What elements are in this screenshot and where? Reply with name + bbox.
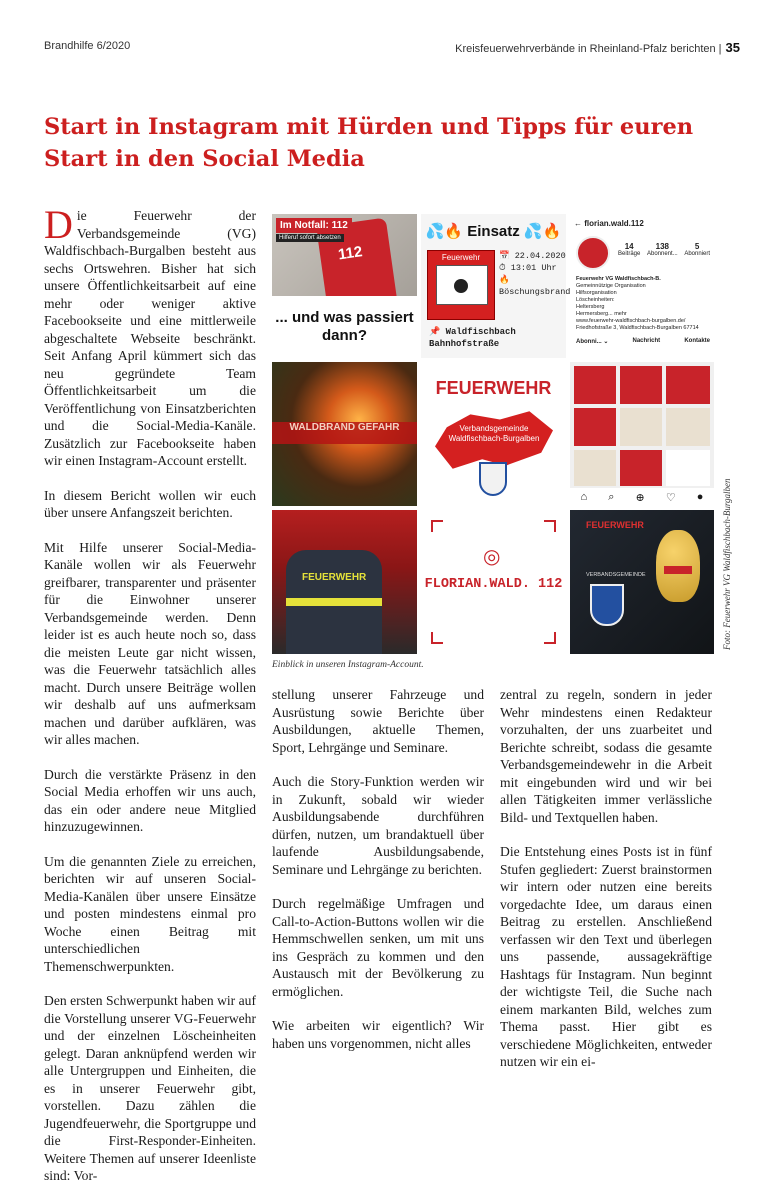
tile-tag: Im Notfall: 112 <box>276 218 352 233</box>
paragraph: Um die genannten Ziele zu erreichen, berichten wir auf unseren Social-Media-Kanälen über unsere Einsätze und posten mindestens einmal pro Woche einen Beitrag mit unterschiedlichen Themenschwerpunkten. <box>44 853 256 974</box>
tile-label: FEUERWEHR <box>586 520 644 530</box>
paragraph: zentral zu regeln, sondern in jeder Wehr mindestens einen Redakteur vorzuhalten, der uns zuarbeitet und Berichte schreibt, sodass die gesamte Verbandsgemeindewehr in die Arbeit mit eingebunden wird und wir bei allen Tätigkeiten immer verlässliche Bild- und Textquellen haben. <box>500 687 712 825</box>
profile-stats: 14 Beiträge 138 Abonnent... 5 Abonniert <box>618 242 710 257</box>
paragraph: Wie arbeiten wir eigentlich? Wir haben uns vorgenommen, nicht alles <box>272 1018 484 1051</box>
add-icon: ⊕ <box>635 491 645 504</box>
section-label: Kreisfeuerwehrverbände in Rheinland-Pfalz berichten | <box>455 43 722 55</box>
tile-profile-screenshot <box>570 214 714 358</box>
tile-bunny <box>570 510 714 654</box>
einsatz-address: 📌 Waldfischbach Bahnhofstraße <box>429 327 516 349</box>
instagram-icon: ◎ <box>483 546 501 568</box>
map-label: Verbandsgemeinde Waldfischbach-Burgalben <box>448 424 540 443</box>
tile-firefighter <box>272 510 417 654</box>
drop-cap: D <box>44 202 73 247</box>
phone-image: 112 <box>316 218 398 315</box>
instagram-collage <box>272 214 714 654</box>
tile-map <box>421 362 566 506</box>
tile-handle <box>421 510 566 654</box>
tile-text: ... und was passiert dann? <box>272 296 417 358</box>
tile-emergency-112 <box>272 214 417 358</box>
tile-small-label: Hilferuf sofort absetzen <box>276 234 344 242</box>
heart-icon: ♡ <box>665 491 676 504</box>
instagram-nav-bar <box>570 488 714 506</box>
paragraph: Durch regelmäßige Umfragen und Call-to-Action-Buttons wollen wir die Hemmschwellen senken, um mit uns ins Gespräch zu kommen und den Austausch mit der Bevölkerung zu ermöglichen. <box>272 896 484 999</box>
tile-band-text: WALDBRAND GEFAHR <box>272 422 417 444</box>
image-caption: Einblick in unseren Instagram-Account. <box>272 660 424 670</box>
jacket-text: FEUERWEHR <box>302 572 367 583</box>
einsatz-info: 📅 22.04.2020 ⏱ 13:01 Uhr 🔥 Böschungsbrand <box>499 251 571 297</box>
column-1 <box>44 202 256 1202</box>
tile-einsatz <box>421 214 571 358</box>
avatar <box>576 236 610 270</box>
paragraph: Durch die verstärkte Präsenz in den Social Media erhoffen wir uns auch, das ein oder andere neue Mitglied hinzuzugewinnen. <box>44 766 256 834</box>
fire-alarm-icon: Feuerwehr <box>427 250 495 320</box>
paragraph: Den ersten Schwerpunkt haben wir auf die Vorstellung unserer VG-Feuerwehr und der einzelnen Löscheinheiten gelegt. Daran anknüpfend werden wir alle Untergruppen und Einheiten, die es in unserer Feuerwehr gibt, vorstellen. Dazu zählen die Jugendfeuerwehr, die Sportgruppe und die First-Responder-Einheiten. Weitere Themen auf unserer Ideenliste sind: Vor- <box>44 993 256 1183</box>
tile-heading: 💦🔥 Einsatz 💦🔥 <box>425 223 562 240</box>
home-icon: ⌂ <box>580 491 588 503</box>
profile-bio: Feuerwehr VG Waldfischbach-B. Gemeinnützige Organisation Hilfsorganisation Löscheinheiten: Heltersberg Hermersberg... mehr www.feuerwehr-waldfischbach-burgalben.de/ Friedhofstraße 3, Waldfischbach-Burgalben 67714 <box>576 276 699 331</box>
coat-of-arms-icon <box>479 462 507 496</box>
tile-label-2: VERBANDSGEMEINDE <box>586 572 646 578</box>
profile-icon: ● <box>696 491 704 503</box>
photo-credit: Foto: Feuerwehr VG Waldfischbach-Burgalben <box>722 478 732 650</box>
profile-tabs: Abonni... ⌄ Nachricht Kontakte <box>576 338 710 345</box>
running-header-left: Brandhilfe 6/2020 <box>44 40 131 52</box>
paragraph: stellung unserer Fahrzeuge und Ausrüstung sowie Berichte über Ausbildungen, aktuelle Themen, Sport, Lehrgänge und Seminare. <box>272 687 484 755</box>
tile-waldbrand <box>272 362 417 506</box>
paragraph: Auch die Story-Funktion werden wir in Zukunft, sobald wir wieder Ausbildungsabende durchführen dürfen, nutzen, um brandaktuell über laufende Ausbildungsabende, Seminare und Lehrgänge zu berichten. <box>272 774 484 877</box>
profile-handle: ← florian.wald.112 <box>574 219 644 228</box>
tile-feed-collage <box>570 362 714 506</box>
page-number: 35 <box>725 40 740 55</box>
running-header-right <box>455 40 740 55</box>
article-title: Start in Instagram mit Hürden und Tipps für euren Start in den Social Media <box>44 114 694 172</box>
search-icon: ⌕ <box>608 490 615 503</box>
paragraph: Mit Hilfe unserer Social-Media-Kanäle wollen wir als Feuerwehr greifbarer, transparenter und präsenter für die Einwohner unserer Verbandsgemeinde werden. Denn leider ist es auch heute noch so, dass die meisten Leute gar nicht wissen, was die Feuerwehr tatsächlich alles macht. Durch unsere Beiträge wollen wir deshalb auf uns aufmerksam machen und darüber aufklären, was wir alles machen. <box>44 539 256 747</box>
column-2 <box>272 686 484 1069</box>
column-3 <box>500 686 712 1088</box>
coat-of-arms-icon <box>590 584 624 626</box>
tile-title: FEUERWEHR <box>435 378 552 398</box>
paragraph: In diesem Bericht wollen wir euch über unsere Anfangszeit berichten. <box>44 487 256 520</box>
instagram-handle: FLORIAN.WALD. 112 <box>424 577 563 592</box>
paragraph: Die Feuerwehr der Verbandsgemeinde (VG) Waldfischbach-Burgalben besteht aus sechs Ortswehren. Bisher hat sich unsere Öffentlichkeitsarbeit auf eine mehr oder weniger aktive Facebookseite und eine mittlerweile abgeschaltete Webseite beschränkt. Seit Anfang April kümmert sich das neu gegründete Team Öffentlichkeitsarbeit um die Veröffentlichung von Einsatzberichten und die Social-Media-Kanäle. Zusätzlich zur Facebookseite haben wir einen Instagram-Account erstellt. <box>44 202 256 468</box>
paragraph: Die Entstehung eines Posts ist in fünf Stufen gegliedert: Zuerst brainstormen wir intern oder nutzen eine bereits vorgedachte Idee, um daraus einen Beitrag zu erstellen. Anschließend verfassen wir den Text und überlegen uns passende, aussagekräftige Hashtags für Instagram. Nun beginnt der wichtigste Teil, die Suche nach einem markanten Bild, welches zum Thema passt. Hier gibt es verschiedene Möglichkeiten, entweder nutzen wir ein ei- <box>500 844 712 1069</box>
